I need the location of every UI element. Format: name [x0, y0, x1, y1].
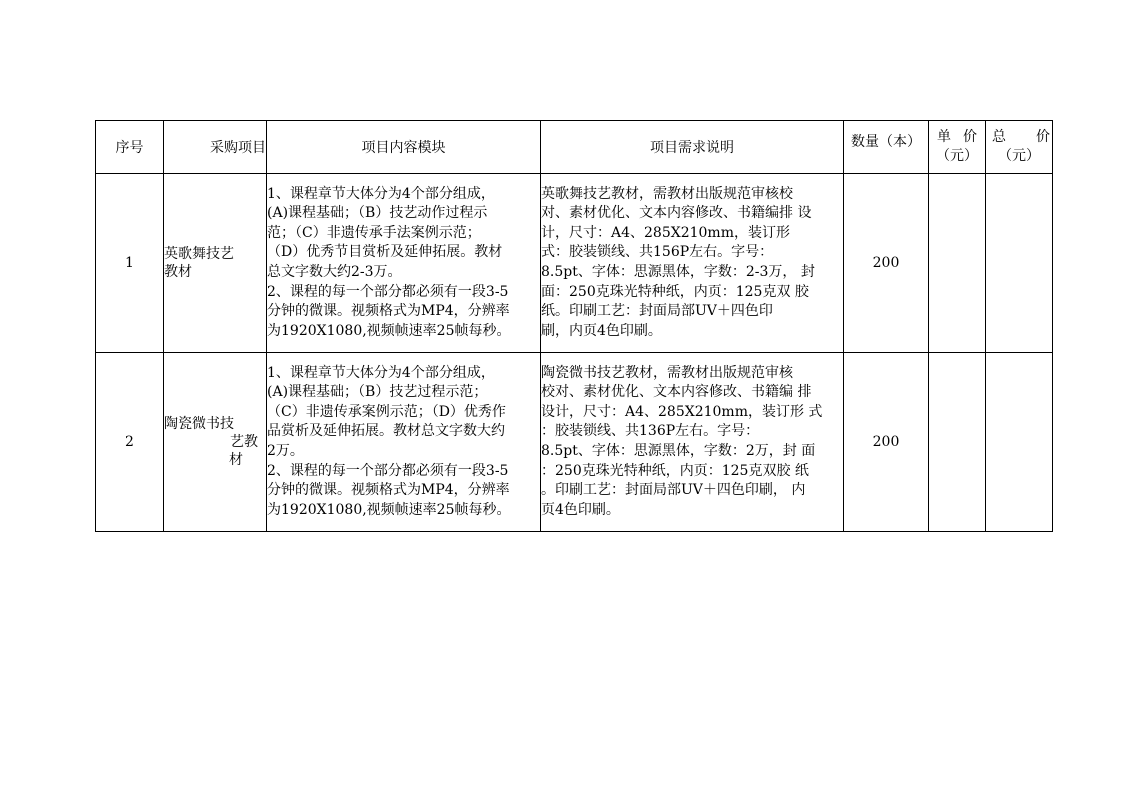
row-total-price — [986, 353, 1053, 532]
row-content — [267, 353, 541, 532]
content-line: 1、课程章节大体分为4个部分组成， — [267, 364, 495, 381]
header-unit-price-b: 价 — [963, 129, 977, 145]
requirement-line: 计，尺寸：A4、285X210mm，装订形 — [541, 224, 790, 241]
content-line: 范；（C）非遗传承手法案例示范； — [267, 224, 481, 241]
header-content: 项目内容模块 — [267, 121, 541, 174]
row-unit-price — [929, 174, 986, 353]
requirement-line: ：胶装锁线、共136P左右。字号： — [541, 423, 760, 440]
content-line: （C）非遗传承案例示范；（D）优秀作 — [267, 403, 506, 420]
content-line: 总文字数大约2-3万。 — [267, 264, 402, 280]
header-total-price-a: 总 — [992, 129, 1006, 145]
row-item — [164, 174, 267, 353]
header-unit-price-a: 单 — [937, 129, 951, 145]
content-line: 为1920X1080,视频帧速率25帧每秒。 — [267, 501, 511, 518]
content-line: 2、课程的每一个部分都必须有一段3-5 — [267, 462, 509, 479]
row-quantity: 200 — [844, 353, 929, 532]
requirement-line: 面：250克珠光特种纸，内页：125克双 胶 — [541, 283, 809, 300]
header-quantity: 数量（本） — [844, 121, 929, 174]
requirement-line: ：250克珠光特种纸，内页：125克双胶 纸 — [541, 462, 809, 479]
row-item — [164, 353, 267, 532]
content-line: 2、课程的每一个部分都必须有一段3-5 — [267, 283, 509, 300]
content-line: 2万。 — [267, 443, 304, 459]
content-line: (A)课程基础；（B）技艺动作过程示 — [267, 205, 488, 222]
content-line: 分钟的微课。视频格式为MP4，分辨率 — [267, 482, 510, 499]
row-item-line: 英歌舞技艺 — [164, 246, 234, 262]
requirement-line: 校对、素材优化、文本内容修改、书籍编 排 — [541, 384, 812, 401]
requirement-line: 刷，内页4色印刷。 — [541, 322, 662, 339]
header-requirements: 项目需求说明 — [541, 121, 844, 174]
requirement-line: 页4色印刷。 — [541, 501, 620, 518]
requirement-line: 设计，尺寸：A4、285X210mm，装订形 式 — [541, 403, 823, 420]
header-total-price-b: 价 — [1036, 129, 1050, 145]
row-seq: 2 — [96, 353, 164, 532]
content-line: 分钟的微课。视频格式为MP4，分辨率 — [267, 303, 510, 320]
content-line: 品赏析及延伸拓展。教材总文字数大约 — [267, 423, 505, 440]
header-unit-price-unit: （元） — [936, 148, 978, 164]
procurement-table — [95, 120, 1053, 532]
header-unit-price — [929, 121, 986, 174]
header-row — [96, 121, 1053, 174]
row-seq: 1 — [96, 174, 164, 353]
requirement-line: 英歌舞技艺教材，需教材出版规范审核校 — [541, 185, 793, 202]
content-line: 1、课程章节大体分为4个部分组成， — [267, 185, 495, 202]
requirement-line: 对、素材优化、文本内容修改、书籍编排 设 — [541, 205, 812, 222]
table-row — [96, 174, 1053, 353]
requirement-line: 。印刷工艺：封面局部UV＋四色印刷， 内 — [541, 482, 806, 499]
requirement-line: 8.5pt、字体：思源黑体，字数：2-3万， 封 — [541, 264, 815, 280]
row-item-line: 艺教 — [230, 434, 258, 450]
row-item-line: 陶瓷微书技 — [164, 416, 234, 432]
row-content — [267, 174, 541, 353]
requirement-line: 陶瓷微书技艺教材，需教材出版规范审核 — [541, 364, 793, 381]
header-total-price — [986, 121, 1053, 174]
row-unit-price — [929, 353, 986, 532]
header-total-price-unit: （元） — [998, 148, 1040, 164]
row-quantity: 200 — [844, 174, 929, 353]
content-line: （D）优秀节目赏析及延伸拓展。教材 — [267, 244, 503, 261]
header-item: 采购项目 — [164, 121, 267, 174]
requirement-line: 纸。印刷工艺：封面局部UV＋四色印 — [541, 303, 773, 320]
table-row — [96, 353, 1053, 532]
content-line: 为1920X1080,视频帧速率25帧每秒。 — [267, 322, 511, 339]
row-requirements — [541, 353, 844, 532]
content-line: (A)课程基础；（B）技艺过程示范； — [267, 384, 488, 401]
requirement-line: 式：胶装锁线、共156P左右。字号： — [541, 244, 774, 261]
row-requirements — [541, 174, 844, 353]
row-total-price — [986, 174, 1053, 353]
row-item-line: 教材 — [164, 264, 192, 280]
row-item-line: 材 — [229, 452, 243, 468]
requirement-line: 8.5pt、字体：思源黑体，字数：2万，封 面 — [541, 443, 816, 459]
header-seq: 序号 — [96, 121, 164, 174]
